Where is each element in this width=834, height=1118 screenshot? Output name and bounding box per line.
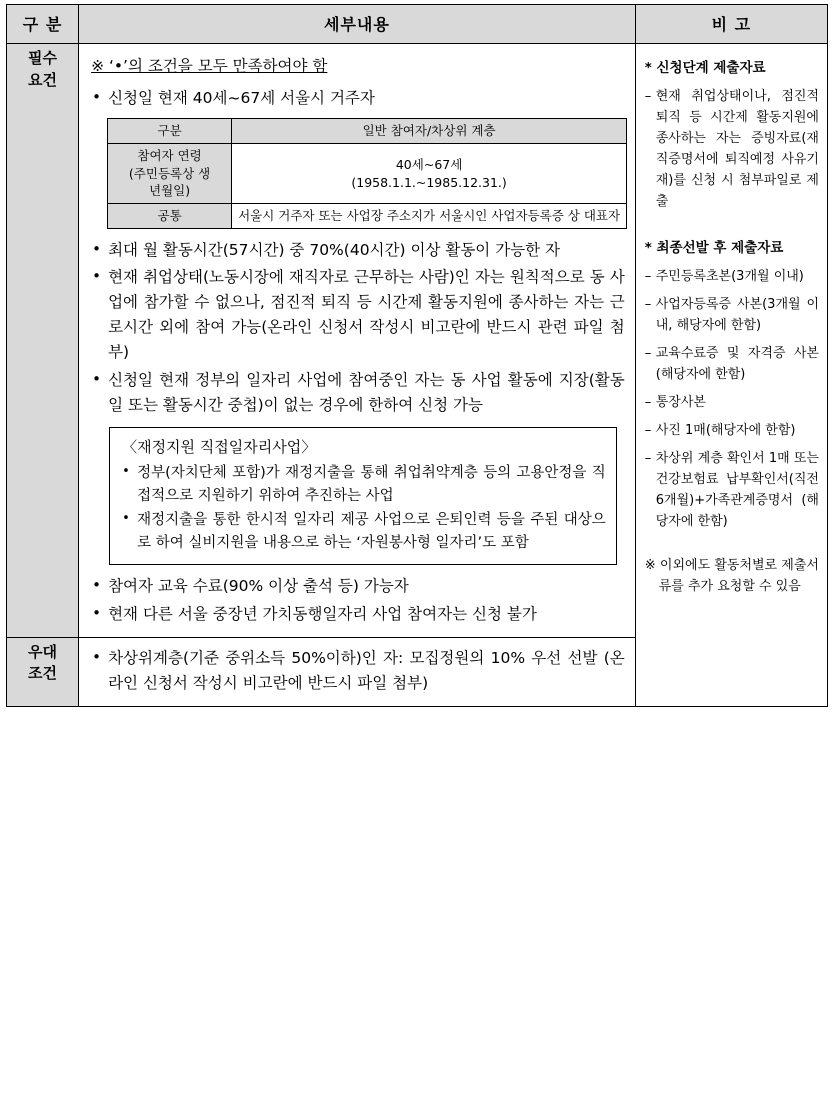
header-remarks: 비 고 [635, 5, 827, 44]
essential-bullet-4: • 신청일 현재 정부의 일자리 사업에 참여중인 자는 동 사업 활동에 지장(활동일 또는 활동시간 중첩)이 없는 경우에 한하여 신청 가능 [89, 368, 625, 418]
remarks-item-final-1: – 주민등록초본(3개월 이내) [645, 266, 819, 287]
remarks-item-final-5: – 사진 1매(해당자에 한함) [645, 420, 819, 441]
preferred-content [79, 637, 636, 706]
age-criteria-header-target: 일반 참여자/차상위 계층 [232, 119, 627, 144]
essential-bullet-3: • 현재 취업상태(노동시장에 재직자로 근무하는 사람)인 자는 원칙적으로 동 사업에 참가할 수 없으나, 점진적 퇴직 등 시간제 활동지원에 종사하는 자는 근로시간 외에 참여 가능(온라인 신청서 작성시 비고란에 반드시 관련 파일 첨부) [89, 265, 625, 365]
essential-bullet-list-bottom [89, 574, 625, 626]
age-criteria-header-row [108, 119, 627, 144]
header-details: 세부내용 [79, 5, 636, 44]
table-header-row [7, 5, 828, 44]
remarks-list-final [645, 266, 819, 533]
age-criteria-header-category: 구분 [108, 119, 232, 144]
essential-bullet-list-top [89, 86, 625, 111]
essential-bullet-5: • 참여자 교육 수료(90% 이상 출석 등) 가능자 [89, 574, 625, 599]
requirements-table [6, 4, 828, 707]
row-label-preferred-line2: 조건 [28, 664, 58, 683]
age-criteria-label-common: 공통 [108, 204, 232, 229]
age-label-line3: 년월일) [149, 183, 191, 199]
preferred-bullet-1: • 차상위계층(기준 중위소득 50%이하)인 자: 모집정원의 10% 우선 선발 (온라인 신청서 작성시 비고란에 반드시 파일 첨부) [89, 646, 625, 696]
remarks-item-final-4: – 통장사본 [645, 392, 819, 413]
essential-bullet-1: • 신청일 현재 40세~67세 서울시 거주자 [89, 86, 625, 111]
direct-job-program-box [109, 427, 617, 566]
essential-note-text: ※ ‘•’의 조건을 모두 만족하여야 함 [91, 57, 328, 75]
row-label-preferred [7, 637, 79, 706]
age-value-line1: 40세~67세 [395, 156, 463, 172]
essential-bullet-2: • 최대 월 활동시간(57시간) 중 70%(40시간) 이상 활동이 가능한 자 [89, 238, 625, 263]
direct-job-program-list [120, 462, 606, 556]
essential-note [91, 54, 625, 79]
direct-job-program-title: 〈재정지원 직접일자리사업〉 [122, 437, 317, 456]
row-label-essential [7, 44, 79, 638]
row-label-preferred-line1: 우대 [28, 642, 58, 661]
remarks-heading-application: * 신청단계 제출자료 [644, 60, 766, 76]
remarks-item-final-2: – 사업자등록증 사본(3개월 이내, 해당자에 한함) [645, 294, 819, 336]
age-criteria-table [107, 118, 627, 229]
remarks-cell [635, 44, 827, 707]
table-row-essential [7, 44, 828, 638]
essential-content [79, 44, 636, 638]
age-criteria-row-common [108, 204, 627, 229]
age-criteria-value-age [232, 143, 627, 203]
remarks-item-final-3: – 교육수료증 및 자격증 사본(해당자에 한함) [645, 343, 819, 385]
age-label-line2: (주민등록상 생 [128, 165, 211, 181]
row-label-essential-line2: 요건 [28, 70, 58, 89]
direct-job-program-item-1: • 정부(자치단체 포함)가 재정지출을 통해 취업취약계층 등의 고용안정을 직접적으로 지원하기 위하여 추진하는 사업 [120, 462, 606, 508]
remarks-heading-final: * 최종선발 후 제출자료 [644, 240, 784, 257]
age-value-line2: (1958.1.1.~1985.12.31.) [351, 174, 507, 190]
remarks-item-application-1: – 현재 취업상태이나, 점진적 퇴직 등 시간제 활동지원에 종사하는 자는 증빙자료(재직증명서에 퇴직예정 사유기재)를 신청 시 첨부파일로 제출 [645, 86, 819, 212]
row-label-essential-line1: 필수 [28, 49, 58, 67]
essential-bullet-6: • 현재 다른 서울 중장년 가치동행일자리 사업 참여자는 신청 불가 [89, 602, 625, 627]
direct-job-program-item-2: • 재정지출을 통한 한시적 일자리 제공 사업으로 은퇴인력 등을 주된 대상으로 하여 실비지원을 내용으로 하는 ‘자원봉사형 일자리’도 포함 [120, 509, 606, 555]
age-criteria-row-age [108, 143, 627, 203]
remarks-item-final-6: – 차상위 계층 확인서 1매 또는 건강보험료 납부확인서(직전 6개월)+가족관계증명서 (해당자에 한함) [645, 448, 819, 532]
table-header [7, 5, 828, 44]
preferred-bullet-list [89, 646, 625, 696]
table-body [7, 44, 828, 707]
remarks-footer-note: ※ 이외에도 활동처별로 제출서류를 추가 요청할 수 있음 [644, 557, 819, 594]
age-criteria-value-common: 서울시 거주자 또는 사업장 주소지가 서울시인 사업자등록증 상 대표자 [232, 204, 627, 229]
age-label-line1: 참여자 연령 [137, 147, 202, 163]
remarks-list-application [645, 86, 819, 212]
essential-bullet-list-middle [89, 238, 625, 418]
header-category: 구 분 [7, 5, 79, 44]
age-criteria-label-age [108, 143, 232, 203]
